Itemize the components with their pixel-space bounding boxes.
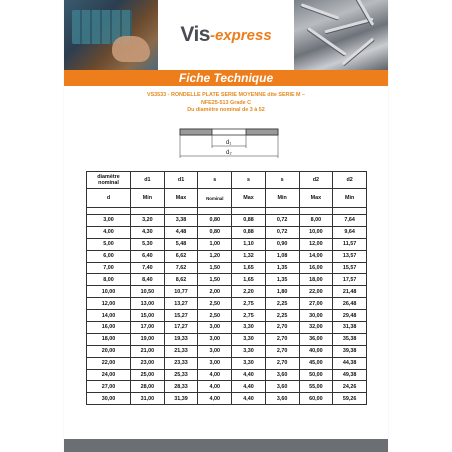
table-cell: 1,50 [198,274,232,286]
table-cell: 45,00 [299,357,333,369]
table-cell: 30,00 [87,393,131,405]
table-cell: 2,70 [265,357,299,369]
table-cell: 50,00 [299,369,333,381]
table-cell: 0,72 [265,226,299,238]
table-cell: 3,00 [198,333,232,345]
table-cell: 0,80 [198,226,232,238]
table-header-cell: Max [164,189,198,208]
table-row [87,262,367,274]
table-cell: 19,00 [131,333,165,345]
table-cell: 3,30 [232,357,266,369]
table-header-cell: s [232,172,266,189]
table-cell: 30,00 [299,310,333,322]
table-spacer-row [87,208,367,215]
table-cell: 0,72 [265,215,299,227]
table-cell: 2,20 [232,286,266,298]
table-cell: 7,40 [131,262,165,274]
table-header-cell: d1 [164,172,198,189]
table-row [87,322,367,334]
table-cell: 2,00 [198,286,232,298]
diagram-label-d2: d₂ [226,150,232,156]
table-cell: 26,48 [333,298,367,310]
hand-image [112,36,150,62]
table-cell: 4,48 [164,226,198,238]
table-cell: 15,00 [131,310,165,322]
table-cell: 10,00 [87,286,131,298]
table-cell: 8,40 [131,274,165,286]
table-cell: 9,64 [333,226,367,238]
table-cell: 4,40 [232,381,266,393]
table-cell: 3,00 [87,215,131,227]
table-cell: 23,33 [164,357,198,369]
table-cell: 18,00 [299,274,333,286]
table-cell: 4,00 [198,369,232,381]
table-cell: 3,60 [265,369,299,381]
table-header-cell: s [265,172,299,189]
table-cell: 2,70 [265,333,299,345]
table-cell: 2,70 [265,322,299,334]
table-cell: 44,38 [333,357,367,369]
tools-photo [64,0,158,70]
table-cell: 8,00 [299,215,333,227]
table-cell: 8,62 [164,274,198,286]
table-cell: 3,38 [164,215,198,227]
table-cell: 22,00 [87,357,131,369]
table-row [87,381,367,393]
table-header-row-2 [87,189,367,208]
table-cell: 2,70 [265,345,299,357]
table-cell: 1,65 [232,274,266,286]
table-cell: 4,40 [232,369,266,381]
table-cell: 1,35 [265,262,299,274]
logo-accent-text: -express [209,26,272,44]
table-cell: 39,38 [333,345,367,357]
table-cell: 3,30 [232,345,266,357]
table-cell: 3,30 [232,333,266,345]
table-cell: 10,00 [299,226,333,238]
table-row [87,226,367,238]
screw-shape [324,18,373,34]
table-cell: 1,65 [232,262,266,274]
table-cell: 4,40 [232,393,266,405]
table-cell: 13,00 [131,298,165,310]
product-description [64,92,388,115]
table-cell: 16,00 [299,262,333,274]
screws-photo [294,0,388,70]
table-cell: 55,00 [299,381,333,393]
table-cell: 3,30 [232,322,266,334]
table-cell: 0,88 [232,215,266,227]
banner-title: Fiche Technique [178,71,274,85]
table-row [87,393,367,405]
table-row [87,345,367,357]
table-cell: 20,00 [87,345,131,357]
table-cell: 59,26 [333,393,367,405]
table-cell: 2,25 [265,310,299,322]
table-cell: 15,27 [164,310,198,322]
header [64,0,388,70]
table-row [87,310,367,322]
table-cell: 3,60 [265,381,299,393]
table-header-cell: diamètre nominal [87,172,131,189]
table-cell: 3,00 [198,345,232,357]
table-cell: 27,00 [299,298,333,310]
table-header-cell: Max [232,189,266,208]
table-cell: 1,35 [265,274,299,286]
table-cell: 5,00 [87,238,131,250]
table-cell: 25,00 [131,369,165,381]
table-header-cell: Min [333,189,367,208]
table-header-cell: Max [299,189,333,208]
table-cell: 40,00 [299,345,333,357]
table-cell: 0,88 [232,226,266,238]
product-line-3: Du diamètre nominal de 3 à 52 [187,107,265,114]
table-row [87,238,367,250]
table-cell: 31,00 [131,393,165,405]
table-cell: 1,20 [198,250,232,262]
table-cell: 31,38 [333,322,367,334]
table-cell: 31,39 [164,393,198,405]
table-header-cell: d2 [299,172,333,189]
table-cell: 2,75 [232,298,266,310]
table-row [87,274,367,286]
table-cell: 2,50 [198,310,232,322]
table-cell: 5,30 [131,238,165,250]
table-cell: 10,77 [164,286,198,298]
table-cell: 23,00 [131,357,165,369]
table-header-cell: d1 [131,172,165,189]
table-cell: 18,00 [87,333,131,345]
table-cell: 3,60 [265,393,299,405]
table-cell: 12,00 [299,238,333,250]
table-cell: 11,57 [333,238,367,250]
table-cell: 6,00 [87,250,131,262]
table-cell: 14,00 [87,310,131,322]
footer-bar [64,439,388,452]
screw-shape [301,3,340,19]
table-cell: 2,75 [232,310,266,322]
table-cell: 2,25 [265,298,299,310]
dimensions-table [86,171,367,405]
diagram-label-d1: d₁ [226,140,232,146]
table-header-cell: Nominal [198,189,232,208]
product-line-1: VS3533 - RONDELLE PLATE SERIE MOYENNE dite SERIE M – [146,92,306,98]
table-cell: 60,00 [299,393,333,405]
table-cell: 17,00 [131,322,165,334]
table-cell: 21,48 [333,286,367,298]
table-header-row-1 [87,172,367,189]
table-row [87,298,367,310]
table-cell: 4,00 [198,381,232,393]
table-cell: 21,33 [164,345,198,357]
table-header-cell: Min [131,189,165,208]
table-header-cell: Min [265,189,299,208]
table-cell: 2,50 [198,298,232,310]
brand-logo[interactable] [158,0,294,70]
table-cell: 28,00 [131,381,165,393]
table-cell: 1,32 [232,250,266,262]
table-cell: 15,57 [333,262,367,274]
table-cell: 1,00 [198,238,232,250]
table-row [87,369,367,381]
table-cell: 8,00 [87,274,131,286]
table-body [87,215,367,405]
table-cell: 19,33 [164,333,198,345]
table-header-cell: d2 [333,172,367,189]
table-cell: 4,00 [198,393,232,405]
table-row [87,333,367,345]
table-cell: 22,00 [299,286,333,298]
table-cell: 28,33 [164,381,198,393]
table-cell: 49,38 [333,369,367,381]
table-cell: 1,08 [265,250,299,262]
table-cell: 7,62 [164,262,198,274]
table-cell: 0,90 [265,238,299,250]
washer-diagram [174,124,284,160]
table-cell: 10,50 [131,286,165,298]
table-cell: 0,80 [198,215,232,227]
table-cell: 36,00 [299,333,333,345]
table-cell: 13,57 [333,250,367,262]
table-header-cell: s [198,172,232,189]
table-cell: 14,00 [299,250,333,262]
table-cell: 1,80 [265,286,299,298]
table-row [87,215,367,227]
table-cell: 24,26 [333,381,367,393]
screw-shape [342,37,375,65]
table-cell: 7,64 [333,215,367,227]
product-line-2: NFE25-513 Grade C [200,99,252,106]
datasheet-page [64,0,388,452]
dimensions-table-container [86,171,367,405]
table-cell: 4,00 [87,226,131,238]
table-cell: 17,27 [164,322,198,334]
table-cell: 24,00 [87,369,131,381]
table-cell: 25,33 [164,369,198,381]
table-cell: 6,62 [164,250,198,262]
table-cell: 1,50 [198,262,232,274]
table-row [87,357,367,369]
logo-main-text: Vis [180,23,210,46]
table-cell: 35,38 [333,333,367,345]
title-banner [64,70,388,86]
table-cell: 27,00 [87,381,131,393]
table-cell: 3,20 [131,215,165,227]
table-cell: 7,00 [87,262,131,274]
table-cell: 3,00 [198,322,232,334]
table-cell: 5,48 [164,238,198,250]
table-cell: 1,10 [232,238,266,250]
table-cell: 6,40 [131,250,165,262]
table-header-cell: d [87,189,131,208]
table-cell: 32,00 [299,322,333,334]
table-cell: 4,30 [131,226,165,238]
table-cell: 21,00 [131,345,165,357]
table-cell: 13,27 [164,298,198,310]
table-row [87,250,367,262]
table-cell: 17,57 [333,274,367,286]
table-cell: 16,00 [87,322,131,334]
table-row [87,286,367,298]
table-cell: 12,00 [87,298,131,310]
table-cell: 3,00 [198,357,232,369]
table-cell: 29,48 [333,310,367,322]
